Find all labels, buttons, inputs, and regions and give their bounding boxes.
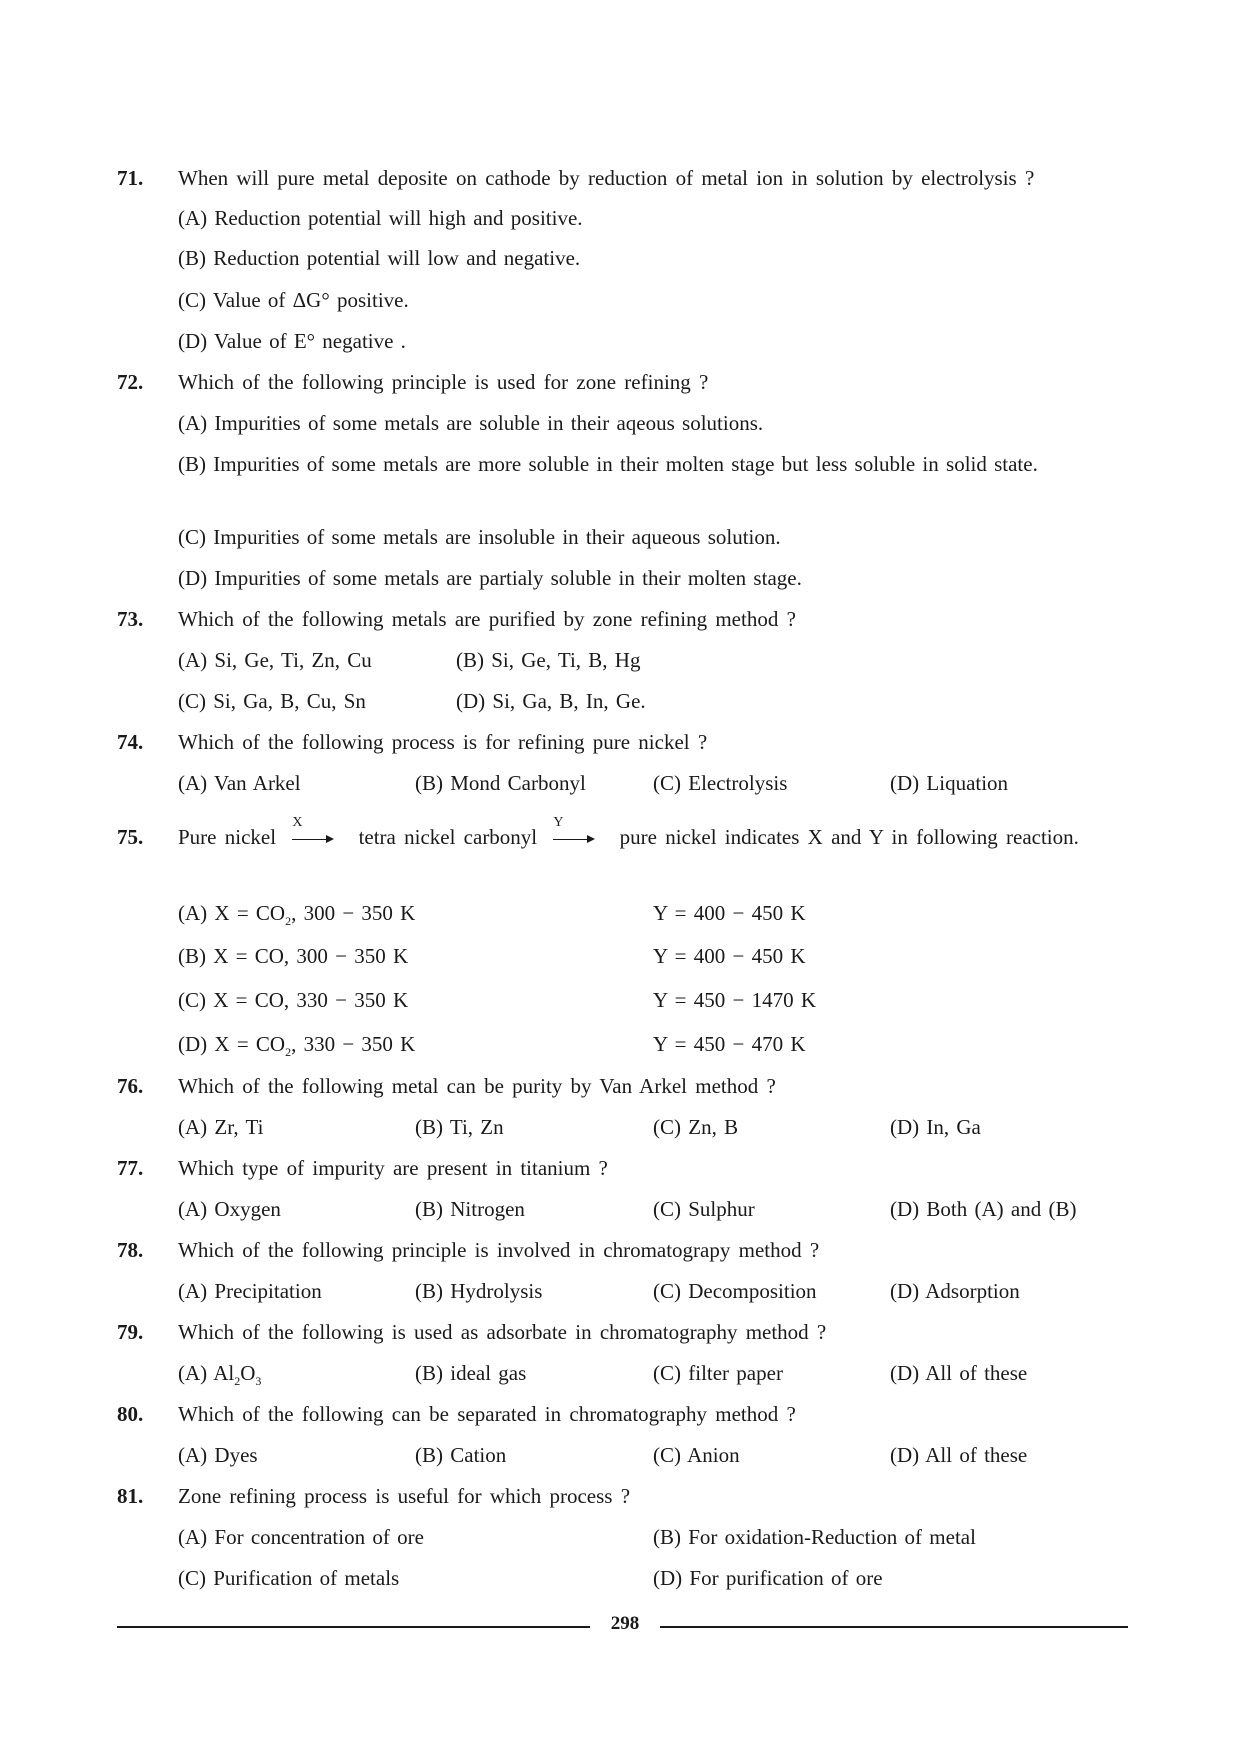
option-a: (A) Zr, Ti xyxy=(178,1115,264,1139)
reaction-end: pure nickel indicates X and Y in following reaction. xyxy=(619,825,1079,849)
option-b: (B) Si, Ge, Ti, B, Hg xyxy=(456,648,641,672)
option-c: (C) Si, Ga, B, Cu, Sn xyxy=(178,689,366,713)
option-b: (B) ideal gas xyxy=(415,1361,527,1385)
question-text: Which of the following can be separated in chromatography method ? xyxy=(178,1402,796,1426)
question-text: Which of the following metal can be purity by Van Arkel method ? xyxy=(178,1074,776,1098)
option-b: (B) Hydrolysis xyxy=(415,1279,543,1303)
option-a: (A) Impurities of some metals are soluble in their aqeous solutions. xyxy=(178,411,764,435)
option-c-left: (C) X = CO, 330 − 350 K xyxy=(178,988,409,1012)
question-number: 76. xyxy=(117,1074,144,1098)
option-d-right: Y = 450 − 470 K xyxy=(653,1032,806,1056)
option-c: (C) Anion xyxy=(653,1443,740,1467)
option-d: (D) All of these xyxy=(890,1361,1028,1385)
option-a: (A) For concentration of ore xyxy=(178,1525,424,1549)
reaction-arrow-y xyxy=(553,815,603,852)
option-a: (A) Precipitation xyxy=(178,1279,322,1303)
option-d: (D) Both (A) and (B) xyxy=(890,1197,1077,1221)
option-b: (B) Mond Carbonyl xyxy=(415,771,586,795)
question-number: 75. xyxy=(117,825,144,849)
option-c-right: Y = 450 − 1470 K xyxy=(653,988,816,1012)
option-c: (C) Decomposition xyxy=(653,1279,817,1303)
question-number: 79. xyxy=(117,1320,144,1344)
option-d: (D) Value of E° negative . xyxy=(178,329,406,353)
question-text: Which type of impurity are present in titanium ? xyxy=(178,1156,608,1180)
option-b: (B) For oxidation-Reduction of metal xyxy=(653,1525,976,1549)
option-d-left: (D) $X = CO_2$, 330 − 350 K xyxy=(178,1032,416,1059)
option-a: (A) Oxygen xyxy=(178,1197,281,1221)
option-c: (C) Electrolysis xyxy=(653,771,788,795)
option-d: (D) All of these xyxy=(890,1443,1028,1467)
option-b: (B) Reduction potential will low and negative. xyxy=(178,246,581,270)
question-text: When will pure metal deposite on cathode by reduction of metal ion in solution by electrolysis ? xyxy=(178,166,1035,190)
option-b: (B) Impurities of some metals are more soluble in their molten stage but less soluble in solid state. xyxy=(178,452,1038,476)
option-d: (D) Impurities of some metals are partialy soluble in their molten stage. xyxy=(178,566,802,590)
option-c: (C) filter paper xyxy=(653,1361,783,1385)
reaction-arrow-x xyxy=(292,815,342,852)
option-d: (D) Si, Ga, B, In, Ge. xyxy=(456,689,646,713)
option-b: (B) Nitrogen xyxy=(415,1197,525,1221)
option-c: (C) Zn, B xyxy=(653,1115,739,1139)
question-text: Which of the following principle is involved in chromatograpy method ? xyxy=(178,1238,820,1262)
question-text: Which of the following is used as adsorbate in chromatography method ? xyxy=(178,1320,827,1344)
option-c: (C) Sulphur xyxy=(653,1197,755,1221)
question-number: 72. xyxy=(117,370,144,394)
option-b: (B) Ti, Zn xyxy=(415,1115,504,1139)
arrow-label-x: X xyxy=(292,815,303,830)
option-d: (D) Liquation xyxy=(890,771,1009,795)
option-d: (D) For purification of ore xyxy=(653,1566,883,1590)
reaction-middle: tetra nickel carbonyl xyxy=(358,825,538,849)
option-b: (B) Cation xyxy=(415,1443,507,1467)
option-a-right: Y = 400 − 450 K xyxy=(653,901,806,925)
question-number: 80. xyxy=(117,1402,144,1426)
question-number: 78. xyxy=(117,1238,144,1262)
question-text xyxy=(178,815,1128,852)
footer-rule-right xyxy=(660,1626,1128,1628)
option-a: (A) Si, Ge, Ti, Zn, Cu xyxy=(178,648,372,672)
question-number: 71. xyxy=(117,166,144,190)
option-c: (C) Value of ΔG° positive. xyxy=(178,288,409,312)
option-d: (D) Adsorption xyxy=(890,1279,1020,1303)
question-number: 73. xyxy=(117,607,144,631)
option-a: (A) $Al_2O_3$ xyxy=(178,1361,262,1388)
option-b-left: (B) X = CO, 300 − 350 K xyxy=(178,944,409,968)
question-text: Which of the following metals are purified by zone refining method ? xyxy=(178,607,796,631)
footer-rule-left xyxy=(117,1626,590,1628)
reaction-start: Pure nickel xyxy=(178,825,277,849)
option-a: (A) Van Arkel xyxy=(178,771,301,795)
page-number: 298 xyxy=(610,1613,640,1634)
option-a: (A) Dyes xyxy=(178,1443,258,1467)
question-number: 77. xyxy=(117,1156,144,1180)
option-c: (C) Purification of metals xyxy=(178,1566,400,1590)
question-number: 74. xyxy=(117,730,144,754)
option-a: (A) Reduction potential will high and positive. xyxy=(178,206,583,230)
question-text: Which of the following principle is used for zone refining ? xyxy=(178,370,709,394)
option-b-right: Y = 400 − 450 K xyxy=(653,944,806,968)
question-text: Zone refining process is useful for which process ? xyxy=(178,1484,631,1508)
option-a-left: (A) $X = CO_2$, 300 − 350 K xyxy=(178,901,416,928)
option-d: (D) In, Ga xyxy=(890,1115,981,1139)
arrow-label-y: Y xyxy=(553,815,564,830)
question-text: Which of the following process is for refining pure nickel ? xyxy=(178,730,708,754)
question-number: 81. xyxy=(117,1484,144,1508)
option-c: (C) Impurities of some metals are insoluble in their aqueous solution. xyxy=(178,525,781,549)
